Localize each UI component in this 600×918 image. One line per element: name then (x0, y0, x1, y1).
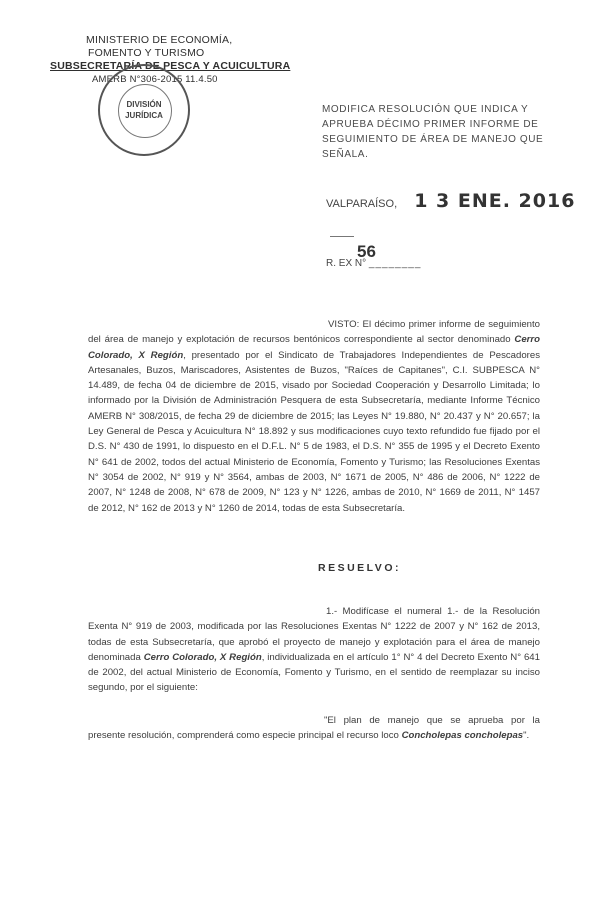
visto-label: VISTO: (328, 319, 360, 330)
quote-text-b: ". (523, 730, 530, 742)
stamp-line-1: DIVISIÓN (126, 100, 162, 109)
date-place: VALPARAÍSO, (326, 198, 398, 210)
resolution-blank: ________ (368, 258, 422, 269)
subsecretaria-line: SUBSECRETARÍA DE PESCA Y ACUICULTURA (50, 60, 291, 72)
replacement-quote (88, 713, 540, 744)
item1-text-a: 1.- Modifícase el numeral 1.- de la Resolución Exenta N° 919 de 2003, modificada por las Resoluciones Exentas N° 1222 de 2007 y N° 162 de 2013, todas de esta Subsecretaría, que aprobó el proyecto de manejo y explotación para el área de manejo denominada (88, 606, 540, 663)
date-line (326, 190, 586, 212)
item1-text-b: , individualizada en el artículo 1° N° 4 del Decreto Exento N° 641 de 2002, del actual Ministerio de Economía, Fomento y Turismo, en el sentido de reemplazar su inciso segundo, por el siguiente: (88, 651, 540, 694)
ministry-line-1: MINISTERIO DE ECONOMÍA, (86, 34, 233, 46)
stamp-line-2: JURÍDICA (125, 111, 163, 120)
visto-text-b: , presentado por el Sindicato de Trabajadores Independientes de Pescadores Artesanales, Buzos, Mariscadores, Asistentes de Buzos, "Raíces de Capitanes", C.I. SUBPESCA N° 14.489, de fecha 04 de diciembre de 2015, visado por Sociedad Cooperación y Desarrollo Limitada; lo informado por la División de Administración Pesquera de esta Subsecretaría, mediante Informe Técnico AMERB N° 308/2015, de fecha 29 de diciembre de 2015; las Leyes N° 19.880, N° 20.437 y N° 20.657; la Ley General de Pesca y Acuicultura N° 18.892 y sus modificaciones cuyo texto refundido fue fijado por el D.S. N° 430 de 1991, lo dispuesto en el D.F.L. N° 5 de 1983, el D.S. N° 355 de 1995 y el Decreto Exento N° 641 de 2002, todos del actual Ministerio de Economía, Fomento y Turismo; las Resoluciones Exentas N° 3054 de 2002, N° 919 y N° 3564, ambas de 2003, N° 1671 de 2005, N° 486 de 2006, N° 1222 de 2007, N° 1248 de 2008, N° 678 de 2009, N° 123 y N° 1226, ambas de 2010, N° 1669 de 2011, N° 1457 de 2012, N° 162 de 2013 y N° 1260 de 2014, todas de esta Subsecretaría. (88, 349, 541, 514)
ministry-line-2: FOMENTO Y TURISMO (88, 47, 205, 59)
quote-species: Concholepas concholepas (401, 730, 524, 742)
resolution-prefix: R. EX N° (326, 258, 367, 269)
visto-area-name: Cerro Colorado, X Región (88, 334, 540, 361)
divider (330, 236, 354, 237)
document-subject: MODIFICA RESOLUCIÓN QUE INDICA Y APRUEBA DÉCIMO PRIMER INFORME DE SEGUIMIENTO DE ÁREA DE MANEJO QUE SEÑALA. (322, 104, 544, 160)
resolution-label (326, 258, 421, 269)
resuelvo-heading: RESUELVO: (318, 562, 401, 574)
resolution-number: 56 (357, 242, 376, 261)
date-value: 1 3 ENE. 2016 (414, 190, 576, 212)
visto-text-a: El décimo primer informe de seguimiento del área de manejo y explotación de recursos bentónicos correspondiente al sector denominado (88, 319, 540, 346)
resuelvo-item-1 (88, 604, 540, 696)
visto-paragraph (88, 317, 540, 516)
division-juridica-stamp (98, 64, 190, 156)
item1-area-name: Cerro Colorado, X Región (143, 651, 262, 663)
quote-text-a: "El plan de manejo que se aprueba por la presente resolución, comprenderá como especie principal el recurso loco (88, 715, 540, 742)
amerb-reference: AMERB N°306-2015 11.4.50 (92, 74, 218, 85)
